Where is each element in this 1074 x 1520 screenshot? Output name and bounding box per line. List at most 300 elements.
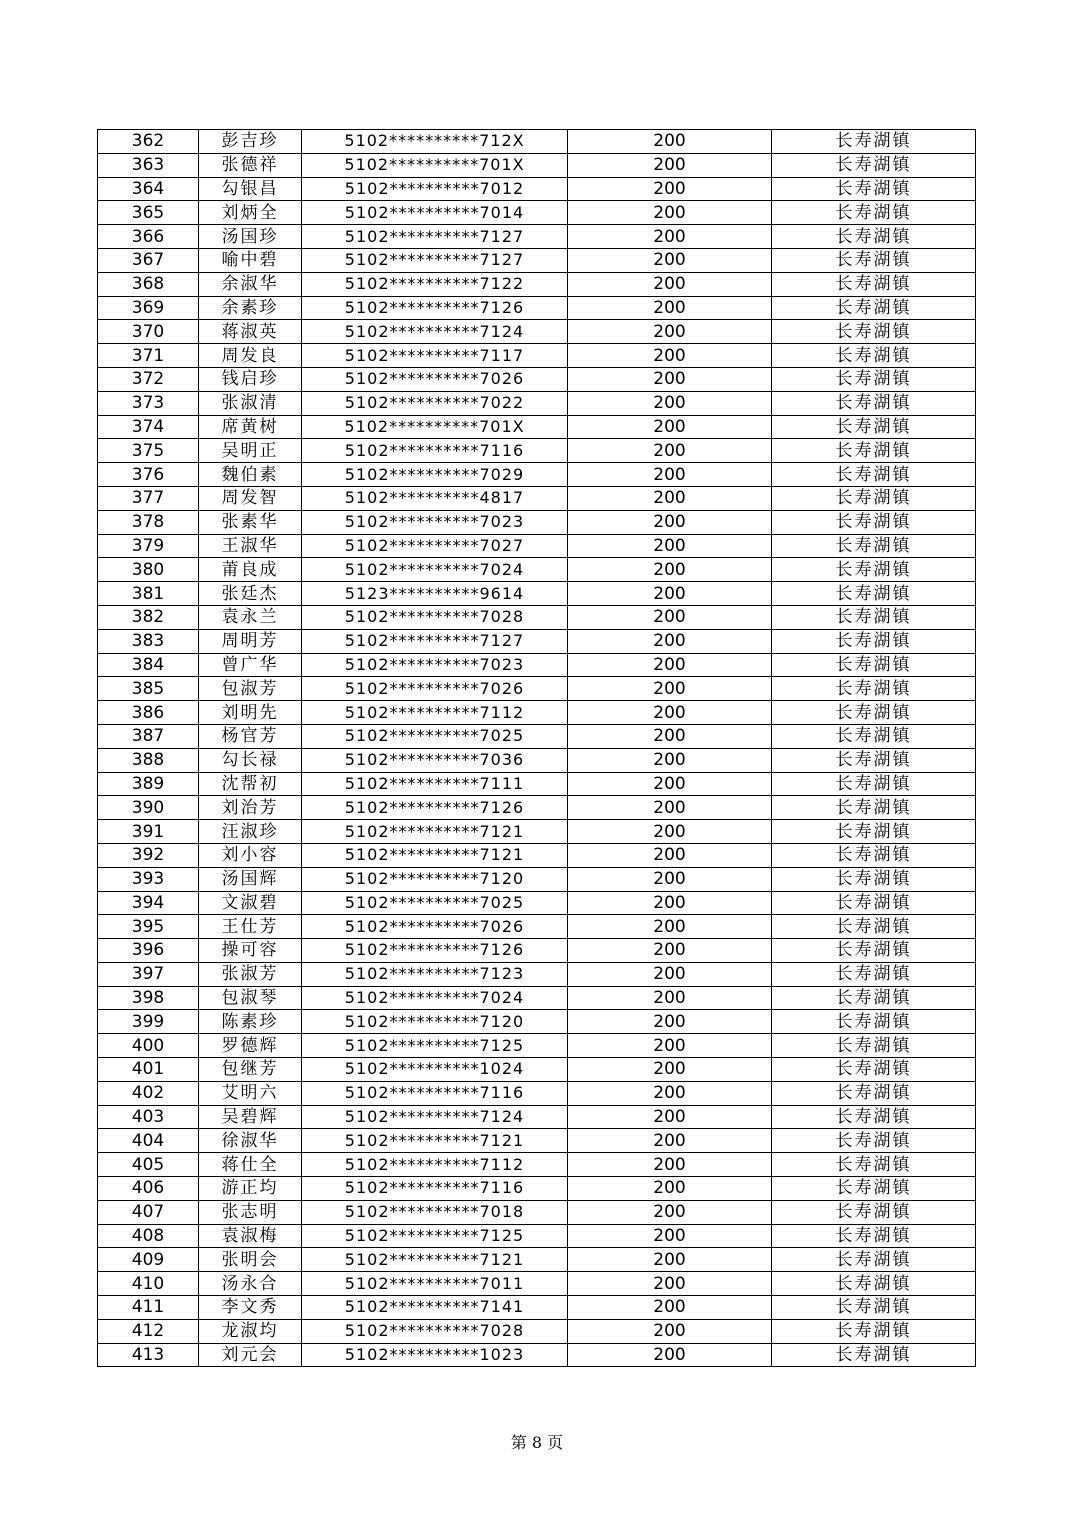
amount-cell: 200 xyxy=(568,153,772,177)
row-number-cell: 362 xyxy=(98,130,199,154)
amount-cell: 200 xyxy=(568,701,772,725)
amount-cell: 200 xyxy=(568,415,772,439)
amount-cell: 200 xyxy=(568,1224,772,1248)
amount-cell: 200 xyxy=(568,962,772,986)
name-cell: 包淑琴 xyxy=(199,986,302,1010)
amount-cell: 200 xyxy=(568,867,772,891)
town-cell: 长寿湖镇 xyxy=(772,486,976,510)
table-row xyxy=(98,653,976,677)
id-number-cell: 5102**********7126 xyxy=(302,939,568,963)
id-number-cell: 5102**********7014 xyxy=(302,201,568,225)
name-cell: 汤永合 xyxy=(199,1272,302,1296)
id-number-cell: 5102**********7026 xyxy=(302,367,568,391)
town-cell: 长寿湖镇 xyxy=(772,605,976,629)
table-row xyxy=(98,1224,976,1248)
name-cell: 周明芳 xyxy=(199,629,302,653)
id-number-cell: 5102**********7120 xyxy=(302,1010,568,1034)
id-number-cell: 5102**********7127 xyxy=(302,629,568,653)
id-number-cell: 5102**********7025 xyxy=(302,724,568,748)
name-cell: 勾银昌 xyxy=(199,177,302,201)
amount-cell: 200 xyxy=(568,130,772,154)
row-number-cell: 410 xyxy=(98,1272,199,1296)
id-number-cell: 5102**********7027 xyxy=(302,534,568,558)
id-number-cell: 5102**********7123 xyxy=(302,962,568,986)
row-number-cell: 398 xyxy=(98,986,199,1010)
id-number-cell: 5102**********7125 xyxy=(302,1034,568,1058)
name-cell: 蒋淑英 xyxy=(199,320,302,344)
amount-cell: 200 xyxy=(568,463,772,487)
id-number-cell: 5102**********7023 xyxy=(302,510,568,534)
row-number-cell: 388 xyxy=(98,748,199,772)
name-cell: 袁永兰 xyxy=(199,605,302,629)
amount-cell: 200 xyxy=(568,439,772,463)
name-cell: 艾明六 xyxy=(199,1081,302,1105)
name-cell: 张淑芳 xyxy=(199,962,302,986)
town-cell: 长寿湖镇 xyxy=(772,820,976,844)
row-number-cell: 403 xyxy=(98,1105,199,1129)
row-number-cell: 383 xyxy=(98,629,199,653)
name-cell: 余素珍 xyxy=(199,296,302,320)
table-row xyxy=(98,367,976,391)
row-number-cell: 408 xyxy=(98,1224,199,1248)
row-number-cell: 368 xyxy=(98,272,199,296)
town-cell: 长寿湖镇 xyxy=(772,772,976,796)
town-cell: 长寿湖镇 xyxy=(772,1105,976,1129)
row-number-cell: 413 xyxy=(98,1343,199,1367)
table-row xyxy=(98,748,976,772)
town-cell: 长寿湖镇 xyxy=(772,796,976,820)
amount-cell: 200 xyxy=(568,820,772,844)
row-number-cell: 390 xyxy=(98,796,199,820)
amount-cell: 200 xyxy=(568,1058,772,1082)
town-cell: 长寿湖镇 xyxy=(772,1129,976,1153)
amount-cell: 200 xyxy=(568,986,772,1010)
id-number-cell: 5102**********7126 xyxy=(302,796,568,820)
town-cell: 长寿湖镇 xyxy=(772,177,976,201)
town-cell: 长寿湖镇 xyxy=(772,534,976,558)
id-number-cell: 5102**********7116 xyxy=(302,1177,568,1201)
id-number-cell: 5102**********7028 xyxy=(302,1319,568,1343)
amount-cell: 200 xyxy=(568,1272,772,1296)
table-row xyxy=(98,201,976,225)
town-cell: 长寿湖镇 xyxy=(772,843,976,867)
id-number-cell: 5102**********7026 xyxy=(302,915,568,939)
table-row xyxy=(98,582,976,606)
amount-cell: 200 xyxy=(568,272,772,296)
town-cell: 长寿湖镇 xyxy=(772,1248,976,1272)
name-cell: 张素华 xyxy=(199,510,302,534)
table-row xyxy=(98,534,976,558)
table-row xyxy=(98,986,976,1010)
table-row xyxy=(98,701,976,725)
name-cell: 汤国辉 xyxy=(199,867,302,891)
table-row xyxy=(98,772,976,796)
id-number-cell: 5102**********7112 xyxy=(302,701,568,725)
row-number-cell: 412 xyxy=(98,1319,199,1343)
amount-cell: 200 xyxy=(568,177,772,201)
row-number-cell: 380 xyxy=(98,558,199,582)
town-cell: 长寿湖镇 xyxy=(772,1296,976,1320)
row-number-cell: 405 xyxy=(98,1153,199,1177)
table-row xyxy=(98,891,976,915)
name-cell: 莆良成 xyxy=(199,558,302,582)
town-cell: 长寿湖镇 xyxy=(772,748,976,772)
table-row xyxy=(98,296,976,320)
id-number-cell: 5102**********712X xyxy=(302,130,568,154)
table-row xyxy=(98,605,976,629)
amount-cell: 200 xyxy=(568,1248,772,1272)
table-row xyxy=(98,724,976,748)
name-cell: 游正均 xyxy=(199,1177,302,1201)
row-number-cell: 393 xyxy=(98,867,199,891)
name-cell: 周发良 xyxy=(199,344,302,368)
amount-cell: 200 xyxy=(568,248,772,272)
row-number-cell: 385 xyxy=(98,677,199,701)
table-row xyxy=(98,344,976,368)
row-number-cell: 402 xyxy=(98,1081,199,1105)
town-cell: 长寿湖镇 xyxy=(772,939,976,963)
name-cell: 文淑碧 xyxy=(199,891,302,915)
id-number-cell: 5102**********1023 xyxy=(302,1343,568,1367)
amount-cell: 200 xyxy=(568,344,772,368)
row-number-cell: 375 xyxy=(98,439,199,463)
row-number-cell: 378 xyxy=(98,510,199,534)
table-row xyxy=(98,796,976,820)
row-number-cell: 364 xyxy=(98,177,199,201)
amount-cell: 200 xyxy=(568,486,772,510)
name-cell: 包继芳 xyxy=(199,1058,302,1082)
town-cell: 长寿湖镇 xyxy=(772,986,976,1010)
name-cell: 龙淑均 xyxy=(199,1319,302,1343)
table-row xyxy=(98,1105,976,1129)
table-row xyxy=(98,248,976,272)
amount-cell: 200 xyxy=(568,201,772,225)
row-number-cell: 377 xyxy=(98,486,199,510)
amount-cell: 200 xyxy=(568,939,772,963)
row-number-cell: 382 xyxy=(98,605,199,629)
id-number-cell: 5102**********7028 xyxy=(302,605,568,629)
name-cell: 袁淑梅 xyxy=(199,1224,302,1248)
row-number-cell: 409 xyxy=(98,1248,199,1272)
amount-cell: 200 xyxy=(568,677,772,701)
name-cell: 余淑华 xyxy=(199,272,302,296)
table-row xyxy=(98,1058,976,1082)
town-cell: 长寿湖镇 xyxy=(772,1177,976,1201)
id-number-cell: 5102**********7120 xyxy=(302,867,568,891)
row-number-cell: 373 xyxy=(98,391,199,415)
table-row xyxy=(98,677,976,701)
row-number-cell: 379 xyxy=(98,534,199,558)
table-row xyxy=(98,1200,976,1224)
table-row xyxy=(98,177,976,201)
recipient-table xyxy=(97,129,976,1367)
table-row xyxy=(98,939,976,963)
table-row xyxy=(98,1272,976,1296)
town-cell: 长寿湖镇 xyxy=(772,1081,976,1105)
amount-cell: 200 xyxy=(568,891,772,915)
town-cell: 长寿湖镇 xyxy=(772,653,976,677)
row-number-cell: 365 xyxy=(98,201,199,225)
id-number-cell: 5102**********7125 xyxy=(302,1224,568,1248)
amount-cell: 200 xyxy=(568,1319,772,1343)
table-row xyxy=(98,915,976,939)
table-row xyxy=(98,820,976,844)
name-cell: 刘小容 xyxy=(199,843,302,867)
table-row xyxy=(98,1129,976,1153)
name-cell: 刘治芳 xyxy=(199,796,302,820)
town-cell: 长寿湖镇 xyxy=(772,344,976,368)
town-cell: 长寿湖镇 xyxy=(772,248,976,272)
id-number-cell: 5102**********7121 xyxy=(302,1129,568,1153)
name-cell: 张德祥 xyxy=(199,153,302,177)
town-cell: 长寿湖镇 xyxy=(772,1058,976,1082)
table-row xyxy=(98,320,976,344)
name-cell: 曾广华 xyxy=(199,653,302,677)
name-cell: 汤国珍 xyxy=(199,225,302,249)
id-number-cell: 5102**********7023 xyxy=(302,653,568,677)
amount-cell: 200 xyxy=(568,843,772,867)
town-cell: 长寿湖镇 xyxy=(772,153,976,177)
table-row xyxy=(98,439,976,463)
name-cell: 刘炳全 xyxy=(199,201,302,225)
table-row xyxy=(98,1153,976,1177)
row-number-cell: 392 xyxy=(98,843,199,867)
row-number-cell: 391 xyxy=(98,820,199,844)
name-cell: 吴明正 xyxy=(199,439,302,463)
id-number-cell: 5102**********7121 xyxy=(302,820,568,844)
id-number-cell: 5102**********7022 xyxy=(302,391,568,415)
town-cell: 长寿湖镇 xyxy=(772,1272,976,1296)
row-number-cell: 400 xyxy=(98,1034,199,1058)
id-number-cell: 5102**********7011 xyxy=(302,1272,568,1296)
name-cell: 杨官芳 xyxy=(199,724,302,748)
table-row xyxy=(98,629,976,653)
amount-cell: 200 xyxy=(568,1034,772,1058)
name-cell: 徐淑华 xyxy=(199,1129,302,1153)
id-number-cell: 5102**********701X xyxy=(302,415,568,439)
amount-cell: 200 xyxy=(568,510,772,534)
id-number-cell: 5102**********7127 xyxy=(302,248,568,272)
town-cell: 长寿湖镇 xyxy=(772,367,976,391)
table-row xyxy=(98,843,976,867)
amount-cell: 200 xyxy=(568,1081,772,1105)
name-cell: 李文秀 xyxy=(199,1296,302,1320)
row-number-cell: 389 xyxy=(98,772,199,796)
amount-cell: 200 xyxy=(568,558,772,582)
table-row xyxy=(98,1296,976,1320)
amount-cell: 200 xyxy=(568,915,772,939)
id-number-cell: 5102**********7018 xyxy=(302,1200,568,1224)
name-cell: 彭吉珍 xyxy=(199,130,302,154)
amount-cell: 200 xyxy=(568,534,772,558)
name-cell: 周发智 xyxy=(199,486,302,510)
name-cell: 张廷杰 xyxy=(199,582,302,606)
name-cell: 沈帮初 xyxy=(199,772,302,796)
amount-cell: 200 xyxy=(568,748,772,772)
town-cell: 长寿湖镇 xyxy=(772,391,976,415)
table-row xyxy=(98,1177,976,1201)
table-row xyxy=(98,1034,976,1058)
name-cell: 操可容 xyxy=(199,939,302,963)
name-cell: 刘元会 xyxy=(199,1343,302,1367)
row-number-cell: 374 xyxy=(98,415,199,439)
row-number-cell: 372 xyxy=(98,367,199,391)
amount-cell: 200 xyxy=(568,1343,772,1367)
table-row xyxy=(98,272,976,296)
town-cell: 长寿湖镇 xyxy=(772,867,976,891)
town-cell: 长寿湖镇 xyxy=(772,130,976,154)
amount-cell: 200 xyxy=(568,772,772,796)
id-number-cell: 5102**********7012 xyxy=(302,177,568,201)
row-number-cell: 395 xyxy=(98,915,199,939)
amount-cell: 200 xyxy=(568,367,772,391)
amount-cell: 200 xyxy=(568,1296,772,1320)
town-cell: 长寿湖镇 xyxy=(772,724,976,748)
id-number-cell: 5102**********7112 xyxy=(302,1153,568,1177)
name-cell: 罗德辉 xyxy=(199,1034,302,1058)
town-cell: 长寿湖镇 xyxy=(772,677,976,701)
id-number-cell: 5102**********7036 xyxy=(302,748,568,772)
town-cell: 长寿湖镇 xyxy=(772,582,976,606)
id-number-cell: 5102**********7121 xyxy=(302,843,568,867)
amount-cell: 200 xyxy=(568,1153,772,1177)
id-number-cell: 5102**********7026 xyxy=(302,677,568,701)
row-number-cell: 369 xyxy=(98,296,199,320)
amount-cell: 200 xyxy=(568,1200,772,1224)
name-cell: 钱启珍 xyxy=(199,367,302,391)
town-cell: 长寿湖镇 xyxy=(772,510,976,534)
id-number-cell: 5102**********7116 xyxy=(302,1081,568,1105)
id-number-cell: 5123**********9614 xyxy=(302,582,568,606)
table-row xyxy=(98,486,976,510)
name-cell: 勾长禄 xyxy=(199,748,302,772)
amount-cell: 200 xyxy=(568,629,772,653)
amount-cell: 200 xyxy=(568,1010,772,1034)
id-number-cell: 5102**********7127 xyxy=(302,225,568,249)
town-cell: 长寿湖镇 xyxy=(772,1153,976,1177)
name-cell: 吴碧辉 xyxy=(199,1105,302,1129)
town-cell: 长寿湖镇 xyxy=(772,1224,976,1248)
amount-cell: 200 xyxy=(568,605,772,629)
name-cell: 蒋仕全 xyxy=(199,1153,302,1177)
amount-cell: 200 xyxy=(568,296,772,320)
table-row xyxy=(98,225,976,249)
amount-cell: 200 xyxy=(568,724,772,748)
id-number-cell: 5102**********7121 xyxy=(302,1248,568,1272)
town-cell: 长寿湖镇 xyxy=(772,558,976,582)
town-cell: 长寿湖镇 xyxy=(772,1034,976,1058)
table-row xyxy=(98,130,976,154)
town-cell: 长寿湖镇 xyxy=(772,320,976,344)
id-number-cell: 5102**********7024 xyxy=(302,558,568,582)
town-cell: 长寿湖镇 xyxy=(772,915,976,939)
id-number-cell: 5102**********7126 xyxy=(302,296,568,320)
table-row xyxy=(98,153,976,177)
row-number-cell: 366 xyxy=(98,225,199,249)
town-cell: 长寿湖镇 xyxy=(772,272,976,296)
row-number-cell: 401 xyxy=(98,1058,199,1082)
name-cell: 陈素珍 xyxy=(199,1010,302,1034)
id-number-cell: 5102**********7124 xyxy=(302,1105,568,1129)
row-number-cell: 404 xyxy=(98,1129,199,1153)
name-cell: 席黄树 xyxy=(199,415,302,439)
row-number-cell: 367 xyxy=(98,248,199,272)
name-cell: 喻中碧 xyxy=(199,248,302,272)
amount-cell: 200 xyxy=(568,225,772,249)
amount-cell: 200 xyxy=(568,1177,772,1201)
town-cell: 长寿湖镇 xyxy=(772,296,976,320)
row-number-cell: 371 xyxy=(98,344,199,368)
table-row xyxy=(98,558,976,582)
id-number-cell: 5102**********7029 xyxy=(302,463,568,487)
recipient-table-body xyxy=(98,130,976,1367)
row-number-cell: 370 xyxy=(98,320,199,344)
town-cell: 长寿湖镇 xyxy=(772,629,976,653)
id-number-cell: 5102**********701X xyxy=(302,153,568,177)
id-number-cell: 5102**********7117 xyxy=(302,344,568,368)
table-row xyxy=(98,1248,976,1272)
town-cell: 长寿湖镇 xyxy=(772,1319,976,1343)
table-row xyxy=(98,962,976,986)
town-cell: 长寿湖镇 xyxy=(772,439,976,463)
amount-cell: 200 xyxy=(568,653,772,677)
row-number-cell: 386 xyxy=(98,701,199,725)
id-number-cell: 5102**********7025 xyxy=(302,891,568,915)
page-number: 第 8 页 xyxy=(510,1433,564,1452)
row-number-cell: 406 xyxy=(98,1177,199,1201)
table-row xyxy=(98,510,976,534)
town-cell: 长寿湖镇 xyxy=(772,962,976,986)
amount-cell: 200 xyxy=(568,320,772,344)
row-number-cell: 363 xyxy=(98,153,199,177)
town-cell: 长寿湖镇 xyxy=(772,463,976,487)
name-cell: 魏伯素 xyxy=(199,463,302,487)
row-number-cell: 411 xyxy=(98,1296,199,1320)
row-number-cell: 384 xyxy=(98,653,199,677)
table-row xyxy=(98,1081,976,1105)
id-number-cell: 5102**********7122 xyxy=(302,272,568,296)
table-row xyxy=(98,391,976,415)
name-cell: 包淑芳 xyxy=(199,677,302,701)
id-number-cell: 5102**********4817 xyxy=(302,486,568,510)
name-cell: 张明会 xyxy=(199,1248,302,1272)
name-cell: 王仕芳 xyxy=(199,915,302,939)
amount-cell: 200 xyxy=(568,796,772,820)
id-number-cell: 5102**********7124 xyxy=(302,320,568,344)
town-cell: 长寿湖镇 xyxy=(772,201,976,225)
row-number-cell: 381 xyxy=(98,582,199,606)
id-number-cell: 5102**********7116 xyxy=(302,439,568,463)
town-cell: 长寿湖镇 xyxy=(772,1343,976,1367)
table-row xyxy=(98,1010,976,1034)
town-cell: 长寿湖镇 xyxy=(772,1200,976,1224)
name-cell: 刘明先 xyxy=(199,701,302,725)
table-row xyxy=(98,1319,976,1343)
row-number-cell: 399 xyxy=(98,1010,199,1034)
name-cell: 王淑华 xyxy=(199,534,302,558)
row-number-cell: 397 xyxy=(98,962,199,986)
amount-cell: 200 xyxy=(568,1105,772,1129)
id-number-cell: 5102**********1024 xyxy=(302,1058,568,1082)
row-number-cell: 394 xyxy=(98,891,199,915)
id-number-cell: 5102**********7141 xyxy=(302,1296,568,1320)
amount-cell: 200 xyxy=(568,582,772,606)
row-number-cell: 376 xyxy=(98,463,199,487)
row-number-cell: 396 xyxy=(98,939,199,963)
name-cell: 张淑清 xyxy=(199,391,302,415)
table-row xyxy=(98,867,976,891)
town-cell: 长寿湖镇 xyxy=(772,415,976,439)
